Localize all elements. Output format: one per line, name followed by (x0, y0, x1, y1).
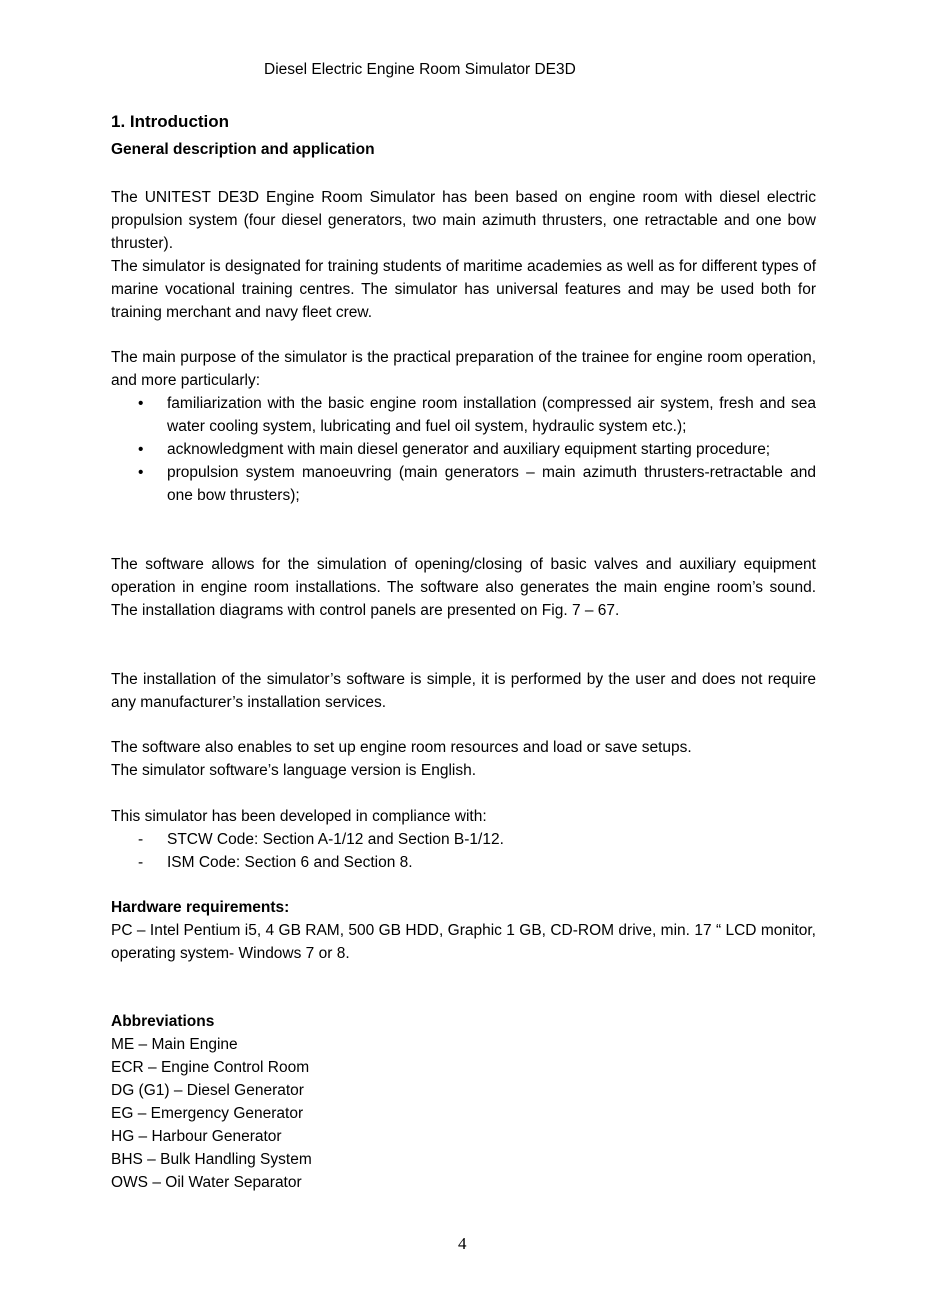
list-item-text: ISM Code: Section 6 and Section 8. (167, 854, 413, 871)
abbreviations-list (111, 1033, 816, 1194)
paragraph-compliance: This simulator has been developed in compliance with: (111, 808, 487, 825)
hardware-heading: Hardware requirements: (111, 899, 290, 916)
list-item (111, 438, 816, 461)
paragraph-language: The simulator software’s language version is English. (111, 762, 477, 779)
list-item-text: propulsion system manoeuvring (main generators – main azimuth thrusters-retractable and one bow thrusters); (167, 464, 816, 504)
abbreviation-item: HG – Harbour Generator (111, 1128, 282, 1145)
abbreviation-item: DG (G1) – Diesel Generator (111, 1082, 304, 1099)
abbreviation-item: OWS – Oil Water Separator (111, 1174, 302, 1191)
list-item-text: familiarization with the basic engine room installation (compressed air system, fresh and sea water cooling system, lubricating and fuel oil system, hydraulic system etc.); (167, 395, 816, 435)
bullet-icon: • (138, 395, 144, 412)
compliance-list (111, 828, 816, 874)
abbreviation-item: ECR – Engine Control Room (111, 1059, 310, 1076)
paragraph-purpose: The main purpose of the simulator is the practical preparation of the trainee for engine room operation, and more particularly: (111, 349, 816, 389)
running-header: Diesel Electric Engine Room Simulator DE3D (264, 61, 576, 78)
abbreviations-heading: Abbreviations (111, 1013, 215, 1030)
section-title: 1. Introduction (111, 112, 230, 131)
page-number: 4 (458, 1234, 467, 1253)
list-item-text: acknowledgment with main diesel generator and auxiliary equipment starting procedure; (167, 441, 771, 458)
list-item-text: STCW Code: Section A-1/12 and Section B-1/12. (167, 831, 504, 848)
dash-icon: - (138, 831, 144, 848)
purpose-list (111, 392, 816, 507)
bullet-icon: • (138, 464, 144, 481)
abbreviation-item: EG – Emergency Generator (111, 1105, 304, 1122)
hardware-requirements: PC – Intel Pentium i5, 4 GB RAM, 500 GB HDD, Graphic 1 GB, CD-ROM drive, min. 17 “ LCD monitor, operating system- Windows 7 or 8. (111, 922, 816, 962)
bullet-icon: • (138, 441, 144, 458)
paragraph-overview: The UNITEST DE3D Engine Room Simulator has been based on engine room with diesel electric propulsion system (four diesel generators, two main azimuth thrusters, one retractable and one bow thruster). (111, 189, 816, 252)
list-item (111, 851, 816, 874)
paragraph-setups: The software also enables to set up engine room resources and load or save setups. (111, 739, 692, 756)
paragraph-software-features: The software allows for the simulation of opening/closing of basic valves and auxiliary equipment operation in engine room installations. The software also generates the main engine room’s sound. The installation diagrams with control panels are presented on Fig. 7 – 67. (111, 556, 816, 619)
paragraph-designation: The simulator is designated for training students of maritime academies as well as for different types of marine vocational training centres. The simulator has universal features and may be used both for training merchant and navy fleet crew. (111, 258, 816, 321)
abbreviation-item: ME – Main Engine (111, 1036, 238, 1053)
dash-icon: - (138, 854, 144, 871)
list-item (111, 828, 816, 851)
paragraph-installation: The installation of the simulator’s software is simple, it is performed by the user and does not require any manufacturer’s installation services. (111, 671, 816, 711)
section-subtitle: General description and application (111, 141, 375, 158)
list-item (111, 392, 816, 438)
abbreviation-item: BHS – Bulk Handling System (111, 1151, 312, 1168)
list-item (111, 461, 816, 507)
